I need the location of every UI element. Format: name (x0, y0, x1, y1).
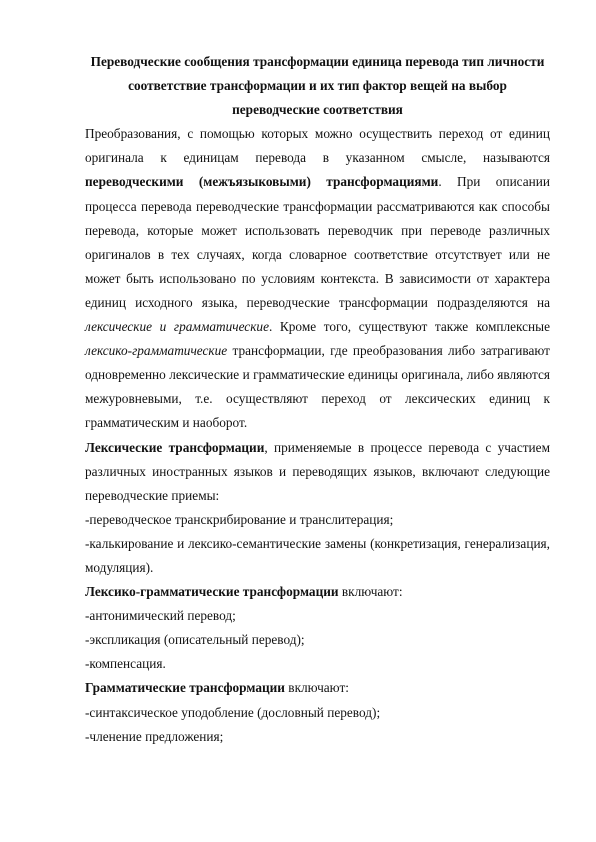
document-page (85, 50, 550, 749)
list-item: -антонимический перевод; (85, 608, 236, 624)
list-item: -переводческое транскрибирование и транслитерация; (85, 511, 394, 527)
italic-term: лексико-грамматические (85, 343, 228, 359)
paragraph-lexico-grammatical (85, 580, 550, 604)
paragraph-text: трансформации, где преобразования либо затрагивают одновременно лексические и грамматические единицы оригинала, либо являются межуровневыми, т.е. осуществляют переход от лексических единиц к грамматическим и наоборот. (85, 343, 550, 431)
paragraph-text: , применяемые в процессе перевода с участием различных иностранных языков и переводящих языков, включают следующие переводческие приемы: (85, 439, 550, 503)
document-title: Переводческие сообщения трансформации единица перевода тип личности соответствие трансформации и их тип фактор вещей на выбор переводческие соответствия (90, 54, 545, 118)
paragraph-text: Преобразования, с помощью которых можно осуществить переход от единиц оригинала к единицам перевода в указанном смысле, называются (85, 126, 550, 166)
paragraph-text: включают: (284, 680, 349, 696)
italic-term: лексические и грамматические (85, 319, 269, 335)
bold-term: Лексические трансформации (85, 439, 265, 455)
paragraph-text: включают: (338, 584, 403, 600)
list-item: -калькирование и лексико-семантические замены (конкретизация, генерализация, модуляция). (85, 535, 550, 575)
bold-term: Грамматические трансформации (85, 680, 285, 696)
bold-term: Лексико-грамматические трансформации (85, 584, 339, 600)
paragraph-lexical-transformations (85, 436, 550, 508)
paragraph-grammatical (85, 676, 550, 700)
paragraph-text: . При описании процесса перевода переводческие трансформации рассматриваются как способы перевода, которые может использовать переводчик при переводе различных оригиналов в тех случаях, когда словарное соответствие отсутствует или не может быть использовано по условиям контекста. В зависимости от характера единиц исходного языка, переводческие трансформации подразделяются на (85, 174, 550, 310)
paragraph-transformations-definition (85, 122, 550, 435)
list-item: -синтаксическое уподобление (дословный перевод); (85, 704, 381, 720)
bold-term: переводческими (межъязыковыми) трансформациями (85, 174, 439, 190)
paragraph-text: . Кроме того, существуют также комплексные (268, 319, 550, 335)
list-item: -экспликация (описательный перевод); (85, 632, 305, 648)
list-item: -членение предложения; (85, 728, 224, 744)
list-item: -компенсация. (85, 656, 166, 672)
